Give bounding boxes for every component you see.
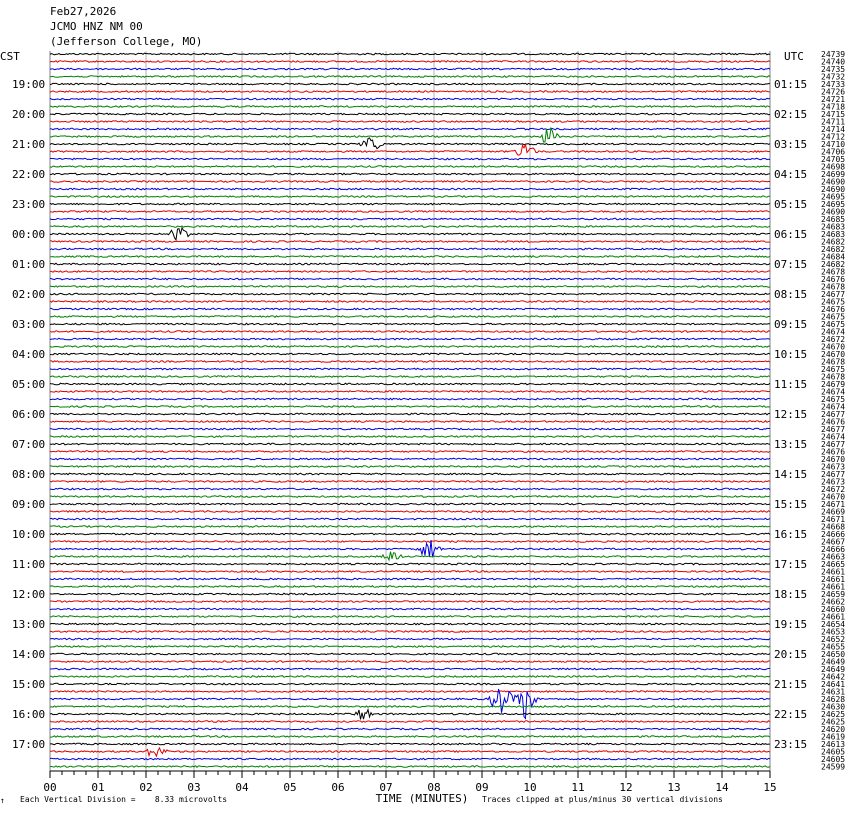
trace-84 [50,683,770,685]
trace-count-label: 24674 [821,432,846,442]
trace-59 [50,496,770,498]
trace-count-label: 24619 [821,732,846,742]
trace-count-label: 24676 [821,447,846,457]
trace-count-label: 24718 [821,102,846,112]
trace-0 [50,53,770,55]
trace-3 [50,76,770,78]
trace-27 [50,256,770,258]
trace-82 [50,668,770,670]
right-hour-label: 11:15 [774,378,808,391]
trace-50 [50,428,770,430]
trace-63 [50,526,770,528]
trace-78 [50,638,770,640]
trace-count-label: 24695 [821,192,846,202]
trace-62 [50,518,770,520]
trace-count-label: 24677 [821,470,846,479]
trace-count-label: 24677 [821,290,846,299]
trace-32 [50,293,770,295]
trace-count-label: 24630 [821,702,846,712]
trace-count-label: 24652 [821,635,846,644]
trace-count-label: 24678 [821,372,846,382]
trace-count-label: 24690 [821,177,846,187]
right-hour-label: 05:15 [774,198,808,211]
trace-38 [50,338,770,340]
trace-count-label: 24661 [821,612,846,622]
trace-count-label: 24675 [821,297,846,307]
trace-10 [50,128,770,130]
trace-count-label: 24685 [821,215,846,224]
left-hour-label: 01:00 [12,258,46,271]
trace-count-label: 24682 [821,260,846,269]
trace-count-label: 24682 [821,245,846,254]
trace-count-label: 24675 [821,320,846,329]
trace-count-label: 24712 [821,132,846,142]
trace-44 [50,383,770,385]
left-hour-label: 14:00 [12,648,46,661]
trace-2 [50,68,770,70]
trace-count-label: 24642 [821,672,846,682]
trace-count-label: 24678 [821,267,846,277]
clip-note: Traces clipped at plus/minus 30 vertical divisions [482,795,723,804]
x-tick-label: 15 [763,781,777,794]
trace-count-label: 24684 [821,252,846,262]
location-label: (Jefferson College, MO) [50,35,203,48]
x-tick-label: 09 [475,781,489,794]
trace-64 [50,533,770,535]
trace-17 [50,181,770,183]
trace-43 [50,376,770,378]
trace-9 [50,121,770,123]
trace-count-label: 24673 [821,462,846,472]
trace-31 [50,286,770,288]
x-tick-label: 14 [715,781,729,794]
x-tick-label: 05 [283,781,297,794]
right-hour-label: 21:15 [774,678,808,691]
left-hour-labels [12,78,45,751]
trace-41 [50,361,770,363]
trace-51 [50,436,770,438]
trace-34 [50,308,770,310]
trace-21 [50,211,770,213]
x-tick-label: 00 [43,781,57,794]
trace-79 [50,646,770,648]
x-tick-label: 08 [427,781,441,794]
trace-count-label: 24672 [821,335,846,344]
trace-count-label: 24631 [821,687,846,697]
right-hour-label: 03:15 [774,138,808,151]
trace-73 [50,601,770,603]
trace-count-label: 24666 [821,545,846,554]
corner-mark: ↑ [0,796,5,805]
trace-count-label: 24676 [821,275,846,284]
trace-count-label: 24690 [821,207,846,217]
trace-55 [50,466,770,468]
left-hour-label: 16:00 [12,708,46,721]
trace-25 [50,241,770,243]
station-label: JCMO HNZ NM 00 [50,20,143,33]
trace-72 [50,593,770,595]
trace-count-label: 24661 [821,575,846,584]
trace-count-label: 24739 [821,50,846,59]
trace-4 [50,83,770,85]
trace-count-label: 24650 [821,650,846,659]
right-hour-label: 14:15 [774,468,808,481]
left-hour-label: 12:00 [12,588,46,601]
trace-count-label: 24666 [821,530,846,539]
left-hour-label: 19:00 [12,78,46,91]
trace-45 [50,391,770,393]
trace-39 [50,346,770,348]
trace-93 [50,748,770,756]
trace-count-label: 24726 [821,87,846,97]
left-hour-label: 17:00 [12,738,46,751]
trace-33 [50,301,770,303]
trace-30 [50,278,770,280]
trace-12 [50,138,770,149]
trace-count-label: 24710 [821,140,846,149]
trace-count-label: 24671 [821,500,846,509]
right-hour-label: 20:15 [774,648,808,661]
trace-count-label: 24605 [821,755,846,764]
trace-count-label: 24683 [821,230,846,239]
trace-26 [50,248,770,250]
trace-7 [50,106,770,108]
x-tick-label: 01 [91,781,105,794]
trace-count-label: 24605 [821,747,846,757]
trace-count-label: 24715 [821,110,846,119]
left-hour-label: 13:00 [12,618,46,631]
left-hour-label: 00:00 [12,228,46,241]
trace-count-label: 24599 [821,762,846,772]
x-tick-label: 10 [523,781,537,794]
trace-52 [50,443,770,445]
trace-count-label: 24613 [821,740,846,749]
trace-count-label: 24625 [821,710,846,719]
right-hour-label: 18:15 [774,588,808,601]
trace-94 [50,758,770,760]
trace-58 [50,488,770,490]
left-hour-label: 04:00 [12,348,46,361]
left-hour-label: 03:00 [12,318,46,331]
trace-91 [50,736,770,738]
trace-75 [50,616,770,618]
trace-11 [50,128,770,142]
trace-count-label: 24649 [821,665,846,674]
right-hour-labels [774,78,807,751]
trace-count-label: 24711 [821,117,846,127]
x-tick-label: 06 [331,781,345,794]
left-hour-label: 22:00 [12,168,46,181]
scale-note: Each Vertical Division = 8.33 microvolts [20,795,228,804]
trace-count-label: 24695 [821,200,846,209]
trace-count-label: 24683 [821,222,846,232]
right-hour-label: 07:15 [774,258,808,271]
trace-count-label: 24705 [821,155,846,164]
x-tick-label: 07 [379,781,393,794]
trace-56 [50,473,770,475]
trace-count-label: 24670 [821,492,846,502]
trace-count-label: 24675 [821,312,846,322]
trace-48 [50,413,770,415]
trace-70 [50,578,770,580]
trace-6 [50,98,770,100]
trace-57 [50,481,770,483]
left-hour-label: 20:00 [12,108,46,121]
trace-count-label: 24674 [821,387,846,397]
trace-54 [50,458,770,460]
x-tick-label: 02 [139,781,153,794]
left-hour-label: 21:00 [12,138,46,151]
trace-count-label: 24678 [821,282,846,292]
trace-5 [50,91,770,93]
right-timezone-label: UTC [784,50,804,63]
trace-count-label: 24649 [821,657,846,667]
left-hour-label: 07:00 [12,438,46,451]
right-hour-label: 12:15 [774,408,808,421]
trace-8 [50,113,770,115]
trace-count-label: 24641 [821,680,846,689]
left-hour-label: 15:00 [12,678,46,691]
trace-count-label: 24669 [821,507,846,517]
trace-88 [50,710,770,720]
trace-count-label: 24733 [821,80,846,89]
right-hour-label: 15:15 [774,498,808,511]
trace-count-label: 24625 [821,717,846,727]
trace-count-label: 24662 [821,597,846,607]
trace-count-label: 24674 [821,402,846,412]
trace-count-label: 24740 [821,57,846,67]
trace-18 [50,188,770,190]
trace-28 [50,263,770,265]
x-tick-label: 12 [619,781,633,794]
trace-1 [50,61,770,63]
trace-90 [50,728,770,730]
right-hour-label: 06:15 [774,228,808,241]
trace-92 [50,743,770,745]
left-hour-label: 06:00 [12,408,46,421]
left-hour-label: 02:00 [12,288,46,301]
trace-68 [50,563,770,565]
trace-77 [50,631,770,633]
left-hour-label: 23:00 [12,198,46,211]
trace-37 [50,331,770,333]
trace-count-label: 24659 [821,590,846,599]
trace-count-label: 24654 [821,620,846,629]
right-hour-label: 02:15 [774,108,808,121]
trace-count-label: 24668 [821,522,846,532]
trace-count-label: 24670 [821,342,846,352]
left-timezone-label: CST [0,50,20,63]
trace-count-label: 24675 [821,365,846,374]
trace-53 [50,451,770,453]
x-tick-label: 03 [187,781,201,794]
trace-46 [50,398,770,400]
trace-count-label: 24655 [821,642,846,652]
trace-81 [50,661,770,663]
trace-count-label: 24679 [821,380,846,389]
trace-count-label: 24670 [821,455,846,464]
trace-count-label: 24628 [821,695,846,704]
trace-group [50,53,770,767]
trace-60 [50,503,770,505]
trace-47 [50,406,770,408]
trace-35 [50,316,770,318]
trace-49 [50,421,770,423]
trace-count-label: 24673 [821,477,846,487]
right-hour-label: 22:15 [774,708,808,721]
trace-count-label: 24676 [821,417,846,427]
trace-count-label: 24676 [821,305,846,314]
trace-83 [50,676,770,678]
trace-count-label: 24678 [821,357,846,367]
trace-count-label: 24671 [821,515,846,524]
x-axis [43,771,776,794]
trace-95 [50,766,770,768]
trace-85 [50,691,770,693]
trace-count-label: 24674 [821,327,846,337]
right-hour-label: 10:15 [774,348,808,361]
trace-24 [50,228,770,240]
trace-count-label: 24677 [821,440,846,449]
trace-13 [50,145,770,156]
trace-count-label: 24667 [821,537,846,547]
trace-count-label: 24661 [821,582,846,592]
right-hour-label: 13:15 [774,438,808,451]
trace-23 [50,226,770,228]
trace-87 [50,706,770,708]
trace-69 [50,571,770,573]
left-hour-label: 09:00 [12,498,46,511]
right-hour-label: 08:15 [774,288,808,301]
trace-76 [50,623,770,625]
trace-count-label: 24675 [821,395,846,404]
x-tick-label: 13 [667,781,681,794]
trace-count-label: 24665 [821,560,846,569]
trace-count-label: 24721 [821,95,846,104]
left-hour-label: 11:00 [12,558,46,571]
trace-74 [50,608,770,610]
trace-40 [50,353,770,355]
trace-16 [50,173,770,175]
trace-89 [50,721,770,723]
right-hour-label: 04:15 [774,168,808,181]
left-hour-label: 08:00 [12,468,46,481]
x-tick-label: 11 [571,781,585,794]
right-hour-label: 16:15 [774,528,808,541]
trace-67 [50,552,770,560]
trace-count-label: 24735 [821,65,846,74]
trace-count-label: 24677 [821,410,846,419]
trace-29 [50,271,770,273]
trace-count-label: 24672 [821,485,846,494]
trace-count-column [821,50,845,772]
left-hour-label: 10:00 [12,528,46,541]
right-hour-label: 17:15 [774,558,808,571]
trace-count-label: 24706 [821,147,846,157]
trace-count-label: 24698 [821,162,846,172]
trace-80 [50,653,770,655]
right-hour-label: 19:15 [774,618,808,631]
trace-71 [50,586,770,588]
right-hour-label: 01:15 [774,78,808,91]
trace-61 [50,511,770,513]
trace-count-label: 24699 [821,170,846,179]
trace-42 [50,368,770,370]
x-axis-title: TIME (MINUTES) [375,792,469,805]
right-hour-label: 23:15 [774,738,808,751]
left-hour-label: 05:00 [12,378,46,391]
trace-36 [50,323,770,325]
trace-count-label: 24670 [821,350,846,359]
date-label: Feb27,2026 [50,5,117,18]
trace-count-label: 24660 [821,605,846,614]
trace-count-label: 24714 [821,125,846,134]
trace-count-label: 24677 [821,425,846,434]
trace-22 [50,218,770,220]
trace-count-label: 24732 [821,72,846,82]
trace-count-label: 24663 [821,552,846,562]
trace-count-label: 24661 [821,567,846,577]
trace-count-label: 24620 [821,725,846,734]
trace-count-label: 24682 [821,237,846,247]
trace-65 [50,541,770,543]
trace-19 [50,196,770,198]
trace-count-label: 24653 [821,627,846,637]
trace-14 [50,158,770,160]
trace-20 [50,203,770,205]
x-tick-label: 04 [235,781,249,794]
trace-15 [50,166,770,168]
right-hour-label: 09:15 [774,318,808,331]
trace-count-label: 24690 [821,185,846,194]
